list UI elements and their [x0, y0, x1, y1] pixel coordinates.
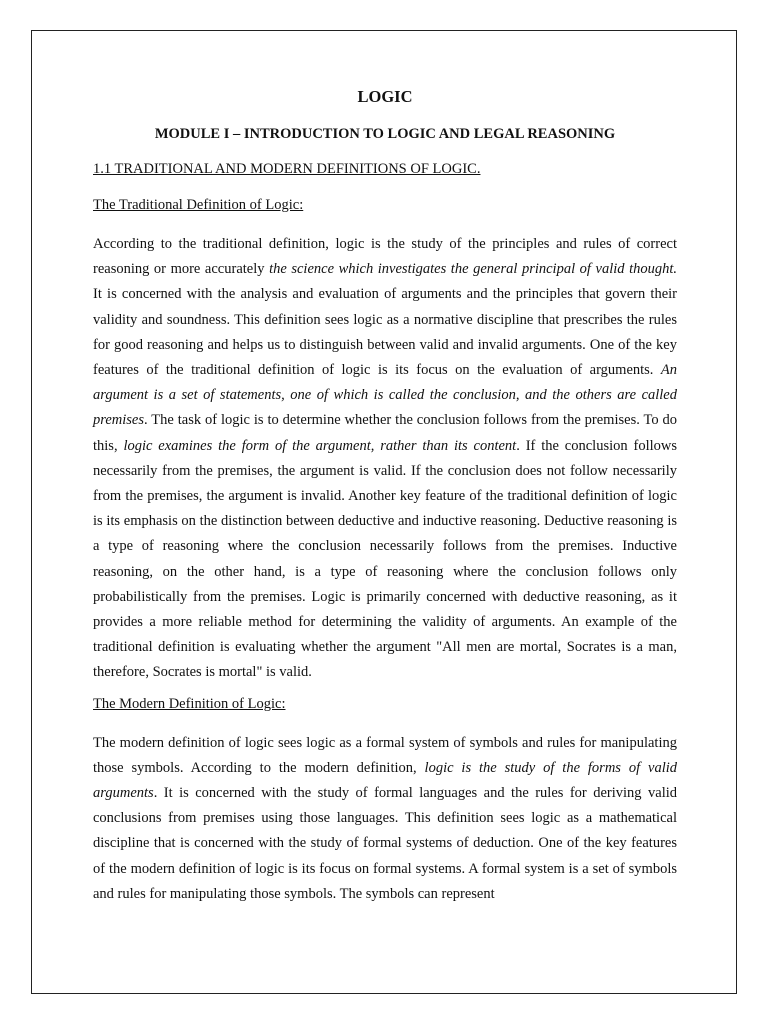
traditional-heading: The Traditional Definition of Logic: [93, 197, 304, 213]
module-heading: MODULE I – INTRODUCTION TO LOGIC AND LEGAL REASONING [154, 126, 616, 142]
italic-run: logic is the study of the forms of valid arguments [93, 759, 677, 802]
text-run: The modern definition of logic sees logic as a formal system of symbols and rules for manipulating those symbols. According to the modern definition, [93, 734, 677, 776]
section-heading: 1.1 TRADITIONAL AND MODERN DEFINITIONS OF LOGIC. [93, 161, 481, 177]
document-content [93, 87, 677, 916]
italic-run: the science which investigates the general principal of valid thought. [269, 261, 677, 278]
text-run: According to the traditional definition, logic is the study of the principles and rules of correct reasoning or more accurately [93, 236, 677, 278]
modern-paragraph [93, 731, 677, 907]
text-run: . The task of logic is to determine whether the conclusion follows from the premises. To do this, [93, 412, 677, 454]
page-border [31, 30, 737, 994]
text-run: . It is concerned with the study of formal languages and the rules for deriving valid conclusions from premises using those languages. This definition sees logic as a mathematical discipline that is concerned with the study of formal systems of deduction. One of the key features of the modern definition of logic is its focus on formal systems. A formal system is a set of symbols and rules for manipulating those symbols. The symbols can represent [93, 785, 677, 902]
text-run: . If the conclusion follows necessarily from the premises, the argument is valid. If the conclusion does not follow necessarily from the premises, the argument is invalid. Another key feature of the traditional definition of logic is its emphasis on the distinction between deductive and inductive reasoning. Deductive reasoning is a type of reasoning where the conclusion necessarily follows from the premises. Inductive reasoning, on the other hand, is a type of reasoning where the conclusion follows only probabilistically from the premises. Logic is primarily concerned with deductive reasoning, as it provides a more reliable method for determining the validity of arguments. An example of the traditional definition is evaluating whether the argument "All men are mortal, Socrates is a man, therefore, Socrates is mortal" is valid. [93, 437, 677, 681]
traditional-paragraph [93, 232, 677, 686]
italic-run: logic examines the form of the argument, rather than its content [123, 437, 517, 454]
italic-run: An argument is a set of statements, one of which is called the conclusion, and the others are called premises [93, 362, 677, 429]
document-title: LOGIC [357, 87, 413, 106]
text-run: It is concerned with the analysis and evaluation of arguments and the principles that govern their validity and soundness. This definition sees logic as a normative discipline that prescribes the rules for good reasoning and helps us to distinguish between valid and invalid arguments. One of the key features of the traditional definition of logic is its focus on the evaluation of arguments. [93, 286, 677, 379]
modern-heading: The Modern Definition of Logic: [93, 695, 286, 712]
